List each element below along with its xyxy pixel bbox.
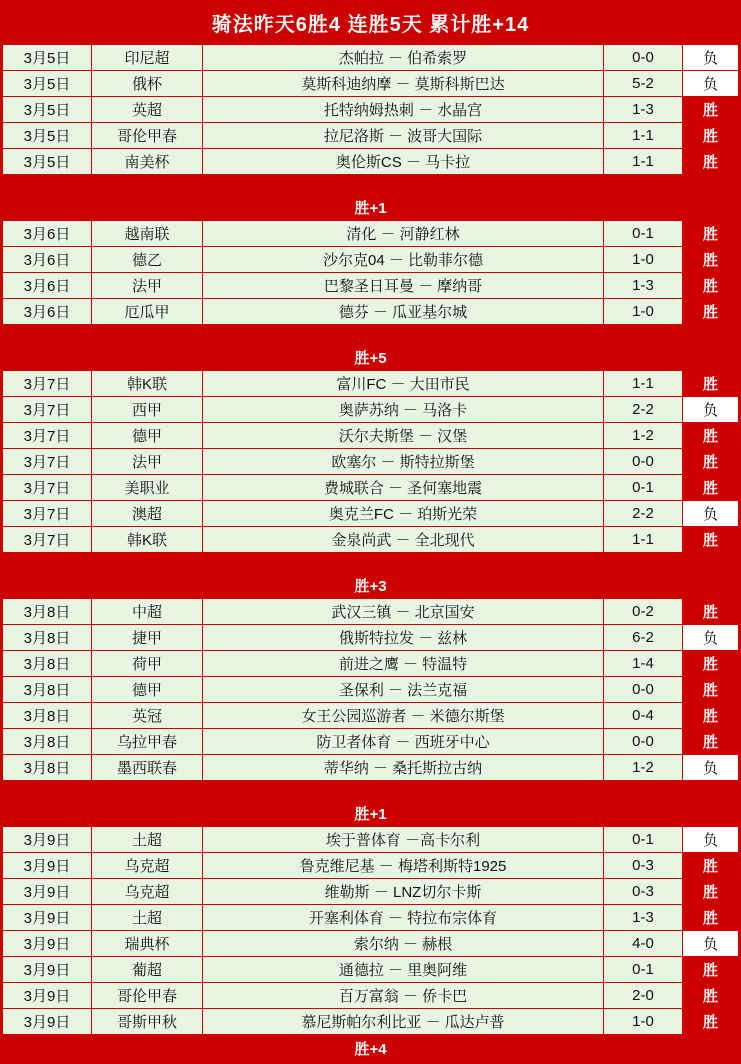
cell-date: 3月7日: [3, 371, 92, 397]
cell-score: 1-0: [604, 1009, 683, 1035]
cell-result: 胜: [683, 221, 739, 247]
cell-score: 2-2: [604, 397, 683, 423]
cell-score: 0-1: [604, 827, 683, 853]
divider-row: [3, 553, 739, 572]
cell-score: 0-3: [604, 853, 683, 879]
cell-league: 哥伦甲春: [92, 123, 203, 149]
divider: [3, 553, 739, 572]
cell-result: 胜: [683, 1009, 739, 1035]
cell-result: 胜: [683, 371, 739, 397]
summary-row: [3, 194, 739, 221]
summary-row: [3, 1035, 739, 1062]
cell-league: 墨西联春: [92, 755, 203, 781]
table-row: [3, 71, 739, 97]
cell-match: 金泉尚武 － 全北现代: [203, 527, 604, 553]
cell-match: 俄斯特拉发 － 兹林: [203, 625, 604, 651]
summary-label: 胜+4: [3, 1035, 739, 1062]
cell-league: 德乙: [92, 247, 203, 273]
cell-date: 3月7日: [3, 449, 92, 475]
cell-league: 乌克超: [92, 879, 203, 905]
table-row: [3, 397, 739, 423]
cell-date: 3月8日: [3, 677, 92, 703]
cell-league: 西甲: [92, 397, 203, 423]
cell-result: 胜: [683, 149, 739, 175]
table-row: [3, 729, 739, 755]
cell-score: 1-4: [604, 651, 683, 677]
summary-label: 胜+1: [3, 194, 739, 221]
cell-result: 负: [683, 931, 739, 957]
divider: [3, 175, 739, 194]
cell-score: 0-0: [604, 677, 683, 703]
cell-result: 胜: [683, 475, 739, 501]
cell-date: 3月8日: [3, 729, 92, 755]
cell-league: 德甲: [92, 423, 203, 449]
table-row: [3, 625, 739, 651]
divider: [3, 325, 739, 344]
cell-date: 3月9日: [3, 957, 92, 983]
cell-result: 胜: [683, 677, 739, 703]
cell-league: 德甲: [92, 677, 203, 703]
cell-match: 鲁克维尼基 － 梅塔利斯特1925: [203, 853, 604, 879]
cell-score: 0-0: [604, 449, 683, 475]
cell-league: 英超: [92, 97, 203, 123]
cell-score: 0-0: [604, 729, 683, 755]
table-row: [3, 449, 739, 475]
cell-match: 埃于普体育 －高卡尔利: [203, 827, 604, 853]
cell-score: 1-1: [604, 527, 683, 553]
table-row: [3, 879, 739, 905]
cell-match: 防卫者体育 － 西班牙中心: [203, 729, 604, 755]
table-row: [3, 677, 739, 703]
cell-match: 杰帕拉 － 伯希索罗: [203, 45, 604, 71]
table-row: [3, 221, 739, 247]
cell-date: 3月7日: [3, 397, 92, 423]
table-row: [3, 247, 739, 273]
cell-date: 3月9日: [3, 905, 92, 931]
cell-date: 3月6日: [3, 221, 92, 247]
cell-league: 印尼超: [92, 45, 203, 71]
cell-score: 0-1: [604, 221, 683, 247]
table-row: [3, 423, 739, 449]
cell-result: 胜: [683, 651, 739, 677]
results-table-body: [3, 45, 739, 1062]
cell-league: 法甲: [92, 273, 203, 299]
cell-league: 葡超: [92, 957, 203, 983]
cell-score: 0-1: [604, 475, 683, 501]
cell-date: 3月8日: [3, 599, 92, 625]
table-row: [3, 755, 739, 781]
table-row: [3, 475, 739, 501]
cell-score: 0-1: [604, 957, 683, 983]
cell-score: 1-3: [604, 905, 683, 931]
table-row: [3, 527, 739, 553]
summary-label: 胜+3: [3, 572, 739, 599]
cell-score: 0-3: [604, 879, 683, 905]
cell-score: 2-0: [604, 983, 683, 1009]
cell-score: 1-3: [604, 97, 683, 123]
cell-date: 3月7日: [3, 475, 92, 501]
cell-league: 美职业: [92, 475, 203, 501]
results-table: [2, 44, 739, 1062]
cell-result: 负: [683, 397, 739, 423]
cell-league: 越南联: [92, 221, 203, 247]
cell-league: 瑞典杯: [92, 931, 203, 957]
cell-result: 胜: [683, 527, 739, 553]
cell-date: 3月9日: [3, 983, 92, 1009]
cell-score: 5-2: [604, 71, 683, 97]
cell-date: 3月8日: [3, 755, 92, 781]
table-row: [3, 501, 739, 527]
cell-score: 1-3: [604, 273, 683, 299]
cell-league: 土超: [92, 905, 203, 931]
cell-match: 奥萨苏纳 － 马洛卡: [203, 397, 604, 423]
cell-match: 清化 － 河静红林: [203, 221, 604, 247]
table-row: [3, 983, 739, 1009]
cell-date: 3月7日: [3, 423, 92, 449]
cell-league: 英冠: [92, 703, 203, 729]
cell-match: 托特纳姆热刺 － 水晶宫: [203, 97, 604, 123]
summary-row: [3, 800, 739, 827]
cell-match: 维勒斯 － LNZ切尔卡斯: [203, 879, 604, 905]
cell-date: 3月6日: [3, 273, 92, 299]
cell-result: 负: [683, 625, 739, 651]
cell-match: 百万富翁 － 侨卡巴: [203, 983, 604, 1009]
divider-row: [3, 781, 739, 800]
cell-match: 欧塞尔 － 斯特拉斯堡: [203, 449, 604, 475]
divider-row: [3, 175, 739, 194]
cell-score: 4-0: [604, 931, 683, 957]
cell-date: 3月5日: [3, 71, 92, 97]
cell-score: 1-1: [604, 149, 683, 175]
cell-score: 6-2: [604, 625, 683, 651]
cell-league: 中超: [92, 599, 203, 625]
cell-match: 富川FC － 大田市民: [203, 371, 604, 397]
cell-match: 德芬 － 瓜亚基尔城: [203, 299, 604, 325]
cell-league: 南美杯: [92, 149, 203, 175]
cell-date: 3月5日: [3, 45, 92, 71]
cell-result: 负: [683, 755, 739, 781]
cell-date: 3月5日: [3, 97, 92, 123]
table-row: [3, 905, 739, 931]
cell-league: 土超: [92, 827, 203, 853]
cell-match: 奥伦斯CS － 马卡拉: [203, 149, 604, 175]
cell-result: 负: [683, 827, 739, 853]
cell-date: 3月5日: [3, 149, 92, 175]
cell-date: 3月9日: [3, 879, 92, 905]
table-row: [3, 97, 739, 123]
cell-date: 3月5日: [3, 123, 92, 149]
cell-date: 3月8日: [3, 651, 92, 677]
summary-row: [3, 344, 739, 371]
table-row: [3, 651, 739, 677]
cell-league: 捷甲: [92, 625, 203, 651]
table-row: [3, 599, 739, 625]
cell-league: 哥伦甲春: [92, 983, 203, 1009]
cell-league: 俄杯: [92, 71, 203, 97]
table-row: [3, 299, 739, 325]
cell-match: 索尔纳 － 赫根: [203, 931, 604, 957]
table-row: [3, 123, 739, 149]
cell-result: 胜: [683, 957, 739, 983]
cell-result: 胜: [683, 97, 739, 123]
table-row: [3, 1009, 739, 1035]
cell-result: 胜: [683, 879, 739, 905]
cell-match: 莫斯科迪纳摩 － 莫斯科斯巴达: [203, 71, 604, 97]
cell-score: 1-2: [604, 755, 683, 781]
cell-result: 胜: [683, 449, 739, 475]
divider-row: [3, 325, 739, 344]
cell-date: 3月6日: [3, 247, 92, 273]
cell-score: 0-2: [604, 599, 683, 625]
cell-result: 胜: [683, 273, 739, 299]
cell-result: 胜: [683, 247, 739, 273]
cell-match: 费城联合 － 圣何塞地震: [203, 475, 604, 501]
cell-result: 胜: [683, 703, 739, 729]
cell-score: 1-1: [604, 123, 683, 149]
table-row: [3, 957, 739, 983]
cell-date: 3月9日: [3, 853, 92, 879]
cell-result: 胜: [683, 123, 739, 149]
cell-league: 哥斯甲秋: [92, 1009, 203, 1035]
cell-league: 韩K联: [92, 371, 203, 397]
table-row: [3, 703, 739, 729]
cell-match: 拉尼洛斯 － 波哥大国际: [203, 123, 604, 149]
table-row: [3, 827, 739, 853]
cell-score: 1-0: [604, 247, 683, 273]
divider: [3, 781, 739, 800]
table-row: [3, 149, 739, 175]
cell-match: 通德拉 － 里奥阿维: [203, 957, 604, 983]
cell-league: 韩K联: [92, 527, 203, 553]
cell-date: 3月8日: [3, 625, 92, 651]
cell-match: 前进之鹰 － 特温特: [203, 651, 604, 677]
cell-score: 0-4: [604, 703, 683, 729]
cell-league: 乌克超: [92, 853, 203, 879]
cell-date: 3月7日: [3, 527, 92, 553]
cell-league: 澳超: [92, 501, 203, 527]
cell-score: 1-0: [604, 299, 683, 325]
table-row: [3, 853, 739, 879]
cell-league: 厄瓜甲: [92, 299, 203, 325]
cell-date: 3月9日: [3, 931, 92, 957]
cell-result: 胜: [683, 983, 739, 1009]
cell-match: 沃尔夫斯堡 － 汉堡: [203, 423, 604, 449]
cell-match: 沙尔克04 － 比勒菲尔德: [203, 247, 604, 273]
cell-date: 3月6日: [3, 299, 92, 325]
page-title: 骑法昨天6胜4 连胜5天 累计胜+14: [2, 2, 739, 44]
cell-match: 奥克兰FC － 珀斯光荣: [203, 501, 604, 527]
table-row: [3, 273, 739, 299]
cell-result: 胜: [683, 853, 739, 879]
summary-label: 胜+5: [3, 344, 739, 371]
cell-date: 3月7日: [3, 501, 92, 527]
cell-result: 胜: [683, 599, 739, 625]
cell-score: 2-2: [604, 501, 683, 527]
table-row: [3, 931, 739, 957]
cell-league: 法甲: [92, 449, 203, 475]
cell-match: 巴黎圣日耳曼 － 摩纳哥: [203, 273, 604, 299]
cell-result: 负: [683, 45, 739, 71]
table-row: [3, 371, 739, 397]
cell-match: 慕尼斯帕尔利比亚 － 瓜达卢普: [203, 1009, 604, 1035]
cell-result: 负: [683, 501, 739, 527]
cell-match: 圣保利 － 法兰克福: [203, 677, 604, 703]
cell-date: 3月9日: [3, 1009, 92, 1035]
cell-score: 1-1: [604, 371, 683, 397]
cell-score: 1-2: [604, 423, 683, 449]
cell-result: 胜: [683, 299, 739, 325]
cell-date: 3月8日: [3, 703, 92, 729]
cell-match: 武汉三镇 － 北京国安: [203, 599, 604, 625]
cell-league: 乌拉甲春: [92, 729, 203, 755]
cell-match: 女王公园巡游者 － 米德尔斯堡: [203, 703, 604, 729]
cell-score: 0-0: [604, 45, 683, 71]
cell-league: 荷甲: [92, 651, 203, 677]
table-row: [3, 45, 739, 71]
cell-match: 开塞利体育 － 特拉布宗体育: [203, 905, 604, 931]
cell-match: 蒂华纳 － 桑托斯拉古纳: [203, 755, 604, 781]
cell-result: 胜: [683, 423, 739, 449]
summary-label: 胜+1: [3, 800, 739, 827]
cell-date: 3月9日: [3, 827, 92, 853]
cell-result: 负: [683, 71, 739, 97]
cell-result: 胜: [683, 729, 739, 755]
cell-result: 胜: [683, 905, 739, 931]
summary-row: [3, 572, 739, 599]
